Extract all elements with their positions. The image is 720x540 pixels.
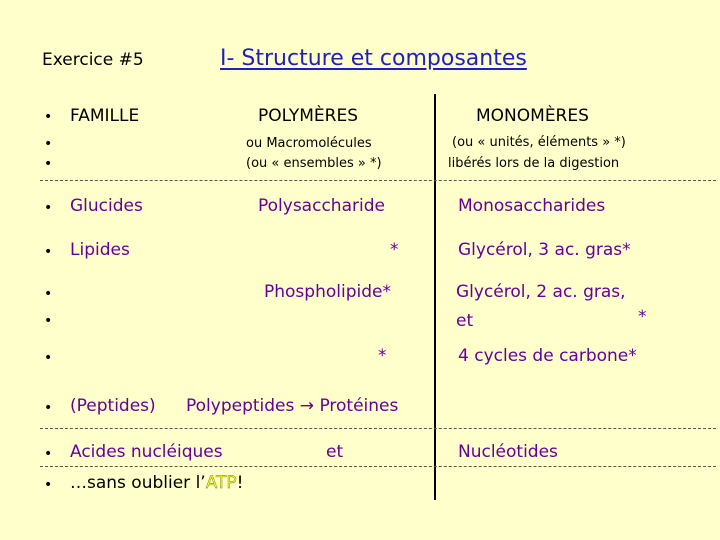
atp-reminder-suffix: ! <box>236 473 244 493</box>
famille-glucides: Glucides <box>70 196 143 216</box>
polymere-peptides <box>186 396 398 416</box>
bullet: • <box>44 446 53 462</box>
bullet: • <box>44 286 53 302</box>
famille-lipides: Lipides <box>70 240 130 260</box>
column-divider <box>434 94 436 500</box>
monomere-lipides: Glycérol, 3 ac. gras* <box>458 240 631 260</box>
bullet: • <box>44 109 53 125</box>
bullet: • <box>44 136 53 152</box>
bullet: • <box>44 477 53 493</box>
header-polymeres-sub2: (ou « ensembles » *) <box>246 156 382 171</box>
polymere-glucides: Polysaccharide <box>258 196 385 216</box>
header-polymeres-sub1: ou Macromolécules <box>246 136 372 151</box>
monomere-acides: Nucléotides <box>458 442 558 462</box>
monomere-phospho-et: et <box>456 311 474 331</box>
bullet: • <box>44 200 53 216</box>
polymere-steroid: * <box>378 346 387 366</box>
peptides-separator <box>40 428 716 429</box>
monomere-steroid: 4 cycles de carbone* <box>458 346 637 366</box>
bullet: • <box>44 244 53 260</box>
header-monomeres-sub1: (ou « unités, éléments » *) <box>452 135 626 150</box>
page-title: I- Structure et composantes <box>220 46 527 71</box>
polypeptides-label: Polypeptides <box>186 396 295 416</box>
monomere-phospho-line1: Glycérol, 2 ac. gras, <box>456 282 626 302</box>
acides-separator <box>40 466 716 467</box>
polymere-lipides: * <box>390 240 399 260</box>
monomere-phospho-star: * <box>638 307 647 327</box>
monomere-glucides: Monosaccharides <box>458 196 606 216</box>
bullet: • <box>44 313 53 329</box>
header-monomeres: MONOMÈRES <box>476 106 589 126</box>
atp-label: ATP <box>205 473 237 493</box>
bullet: • <box>44 350 53 366</box>
header-polymeres: POLYMÈRES <box>258 106 358 126</box>
header-separator <box>40 180 716 181</box>
polymere-acides: et <box>326 442 344 462</box>
polymere-phospholipide: Phospholipide* <box>264 282 391 302</box>
exercise-label: Exercice #5 <box>42 50 144 70</box>
bullet: • <box>44 156 53 172</box>
atp-reminder <box>70 473 243 493</box>
header-famille: FAMILLE <box>70 106 140 126</box>
arrow-right-icon: → <box>299 396 315 416</box>
bullet: • <box>44 400 53 416</box>
famille-peptides: (Peptides) <box>70 396 156 416</box>
famille-acides-nucleiques: Acides nucléiques <box>70 442 223 462</box>
atp-reminder-prefix: …sans oublier l’ <box>70 473 206 493</box>
proteines-label: Protéines <box>319 396 399 416</box>
header-monomeres-sub2: libérés lors de la digestion <box>448 156 620 171</box>
